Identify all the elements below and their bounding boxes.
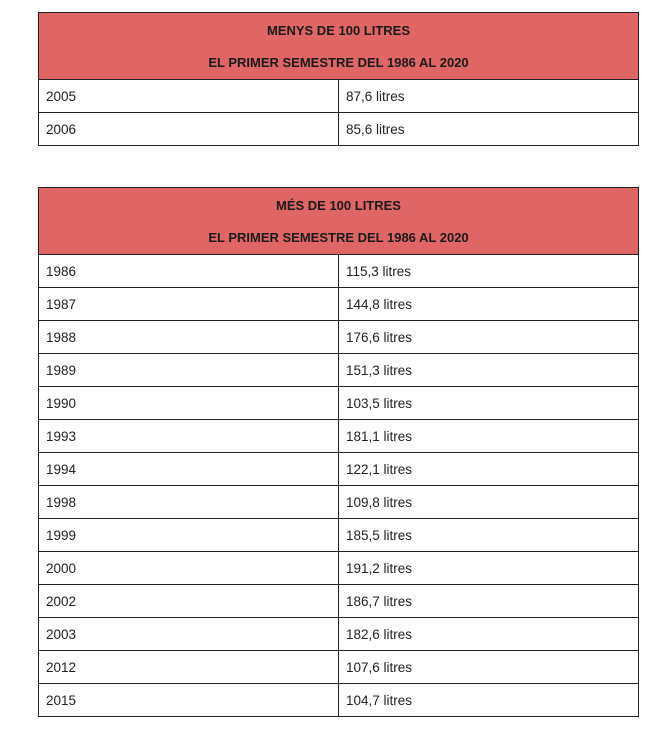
table-row	[39, 80, 639, 113]
table-row	[39, 552, 639, 585]
amount-cell: 87,6 litres	[339, 80, 639, 113]
amount-cell: 186,7 litres	[339, 585, 639, 618]
table-body	[39, 255, 639, 717]
table-row	[39, 420, 639, 453]
year-cell: 1988	[39, 321, 339, 354]
table-row	[39, 618, 639, 651]
table-row	[39, 321, 639, 354]
table-row	[39, 519, 639, 552]
amount-cell: 151,3 litres	[339, 354, 639, 387]
under-100-litres-table	[38, 12, 639, 146]
year-cell: 2012	[39, 651, 339, 684]
year-cell: 2015	[39, 684, 339, 717]
year-cell: 1998	[39, 486, 339, 519]
table-title: MÉS DE 100 LITRES	[276, 198, 401, 213]
table-row	[39, 255, 639, 288]
table-subtitle: EL PRIMER SEMESTRE DEL 1986 AL 2020	[208, 55, 469, 70]
amount-cell: 185,5 litres	[339, 519, 639, 552]
amount-cell: 182,6 litres	[339, 618, 639, 651]
year-cell: 1993	[39, 420, 339, 453]
table-header-row	[39, 13, 639, 80]
year-cell: 1999	[39, 519, 339, 552]
amount-cell: 144,8 litres	[339, 288, 639, 321]
table-header	[39, 188, 639, 255]
year-cell: 1986	[39, 255, 339, 288]
table-title: MENYS DE 100 LITRES	[266, 23, 411, 38]
table-row	[39, 354, 639, 387]
table-row	[39, 585, 639, 618]
table-row	[39, 486, 639, 519]
amount-cell: 181,1 litres	[339, 420, 639, 453]
amount-cell: 109,8 litres	[339, 486, 639, 519]
year-cell: 2000	[39, 552, 339, 585]
table-body	[39, 80, 639, 146]
amount-cell: 104,7 litres	[339, 684, 639, 717]
year-cell: 2005	[39, 80, 339, 113]
year-cell: 2002	[39, 585, 339, 618]
amount-cell: 115,3 litres	[339, 255, 639, 288]
table-row	[39, 288, 639, 321]
year-cell: 2003	[39, 618, 339, 651]
amount-cell: 107,6 litres	[339, 651, 639, 684]
table-row	[39, 113, 639, 146]
table-subtitle: EL PRIMER SEMESTRE DEL 1986 AL 2020	[208, 230, 469, 245]
amount-cell: 85,6 litres	[339, 113, 639, 146]
table-row	[39, 684, 639, 717]
table-row	[39, 651, 639, 684]
year-cell: 1994	[39, 453, 339, 486]
table-header-row	[39, 188, 639, 255]
table-header	[39, 13, 639, 80]
year-cell: 1989	[39, 354, 339, 387]
table-row	[39, 387, 639, 420]
year-cell: 1987	[39, 288, 339, 321]
year-cell: 2006	[39, 113, 339, 146]
amount-cell: 176,6 litres	[339, 321, 639, 354]
year-cell: 1990	[39, 387, 339, 420]
amount-cell: 103,5 litres	[339, 387, 639, 420]
amount-cell: 122,1 litres	[339, 453, 639, 486]
amount-cell: 191,2 litres	[339, 552, 639, 585]
table-row	[39, 453, 639, 486]
over-100-litres-table	[38, 187, 639, 717]
